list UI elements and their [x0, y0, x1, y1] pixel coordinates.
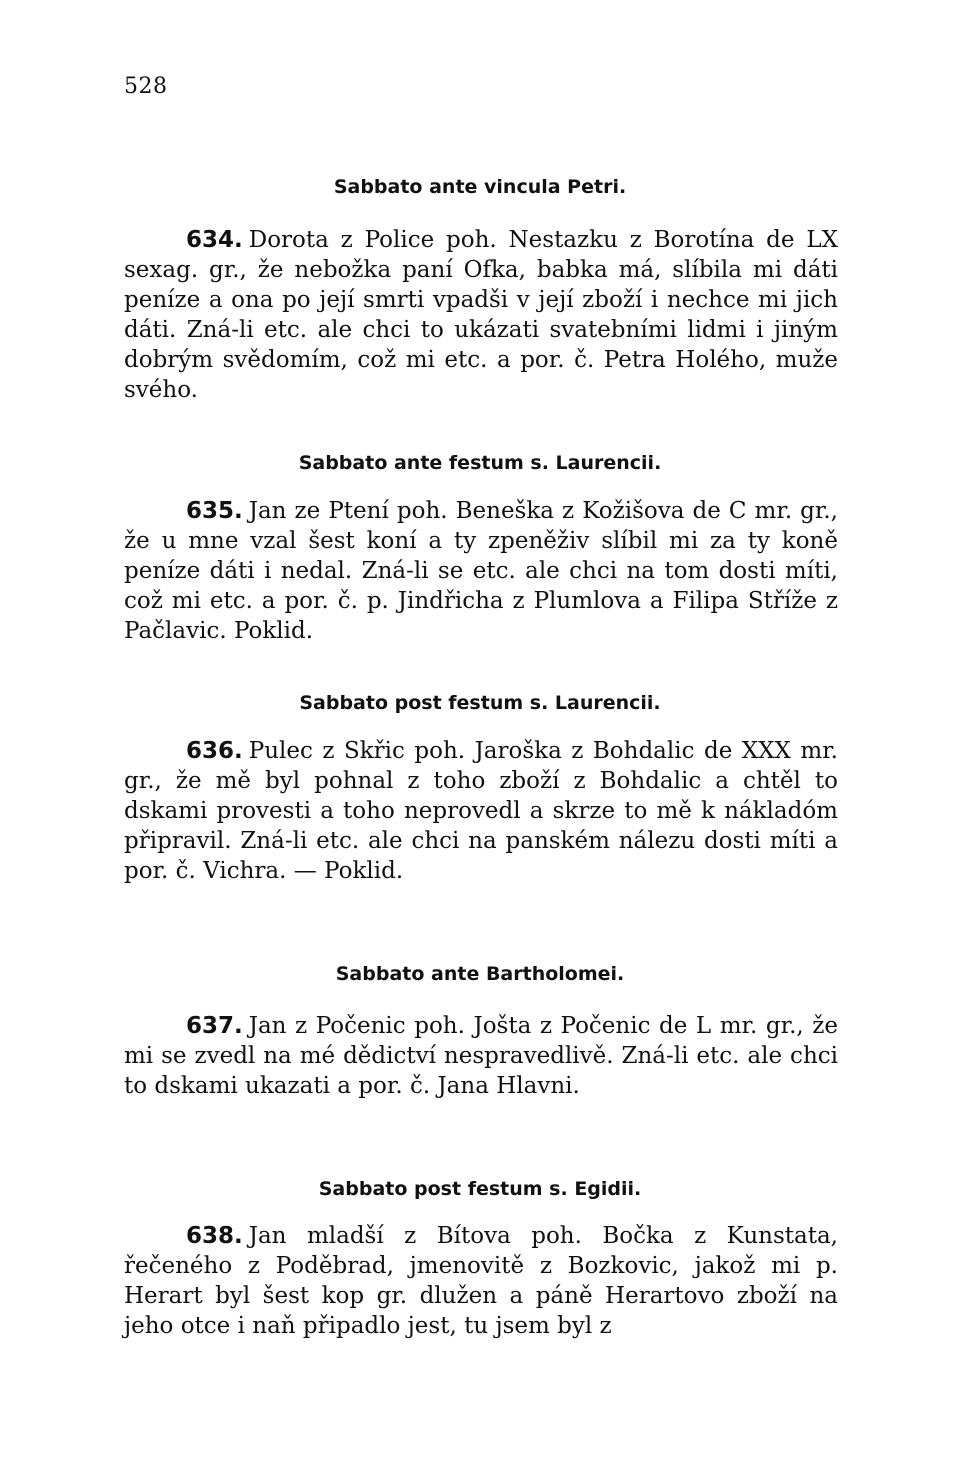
entry-paragraph — [124, 1221, 838, 1341]
entry-text: Jan z Počenic poh. Jošta z Počenic de L mr. gr., že mi se zvedl na mé dědictví nespravedlivě. Zná-li etc. ale chci to dskami ukazati a por. č. Jana Hlavni. — [124, 1013, 838, 1099]
section-heading: Sabbato post festum s. Laurencii. — [299, 692, 661, 714]
entry-number: 638. — [186, 1223, 243, 1249]
page-number: 528 — [124, 74, 168, 99]
entry-number: 634. — [186, 227, 243, 253]
section-heading: Sabbato post festum s. Egidii. — [318, 1178, 642, 1200]
entry-text: Dorota z Police poh. Nestazku z Borotína de LX sexag. gr., že nebožka paní Ofka, babka má, slíbila mi dáti peníze a ona po její smrti vpadši v její zboží i nechce mi jich dáti. Zná-li etc. ale chci to ukázati svatebními lidmi i jiným dobrým svědomím, což mi etc. a por. č. Petra Holého, muže svého. — [124, 227, 838, 403]
entry-number: 636. — [186, 738, 243, 764]
entry-paragraph — [124, 225, 838, 405]
entry-text: Pulec z Skřic poh. Jaroška z Bohdalic de XXX mr. gr., že mě byl pohnal z toho zboží z Bohdalic a chtěl to dskami provesti a toho neprovedl a skrze to mě k nákladóm připravil. Zná-li etc. ale chci na panském nálezu dosti míti a por. č. Vichra. — Poklid. — [124, 738, 838, 884]
entry-text: Jan mladší z Bítova poh. Bočka z Kunstata, řečeného z Poděbrad, jmenovitě z Bozkovic, jakož mi p. Herart byl šest kop gr. dlužen a páně Herartovo zboží na jeho otce i naň připadlo jest, tu jsem byl z — [124, 1223, 838, 1339]
section-heading: Sabbato ante festum s. Laurencii. — [298, 452, 662, 474]
entry-number: 637. — [186, 1013, 243, 1039]
section-heading: Sabbato ante Bartholomei. — [335, 963, 625, 985]
section-heading: Sabbato ante vincula Petri. — [333, 176, 627, 198]
entry-paragraph — [124, 1011, 838, 1101]
entry-paragraph — [124, 736, 838, 886]
entry-number: 635. — [186, 498, 243, 524]
entry-paragraph — [124, 496, 838, 646]
entry-text: Jan ze Ptení poh. Beneška z Kožišova de C mr. gr., že u mne vzal šest koní a ty zpeněživ slíbil mi za ty koně peníze dáti i nedal. Zná-li se etc. ale chci na tom dosti míti, což mi etc. a por. č. p. Jindřicha z Plumlova a Filipa Stříže z Pačlavic. Poklid. — [124, 498, 838, 644]
